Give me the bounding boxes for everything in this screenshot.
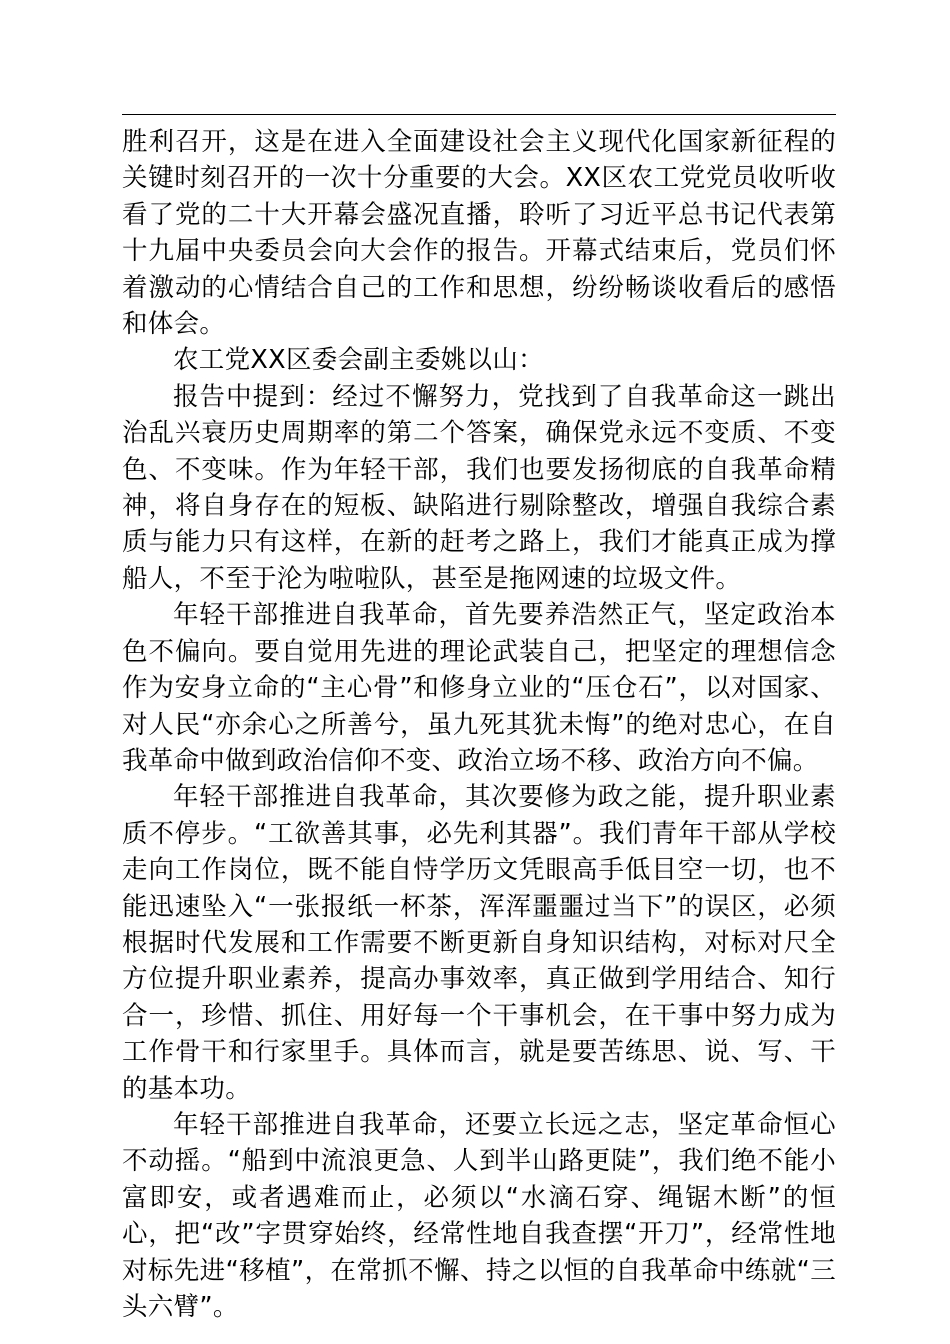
paragraph-continuation: 胜利召开，这是在进入全面建设社会主义现代化国家新征程的关键时刻召开的一次十分重要的大会。XX区农工党党员收听收看了党的二十大开幕会盛况直播，聆听了习近平总书记代表第十九届中央委员会向大会作的报告。开幕式结束后，党员们怀着激动的心情结合自己的工作和思想，纷纷畅谈收看后的感悟和体会。 (122, 127, 836, 340)
paragraph-third-point: 年轻干部推进自我革命，还要立长远之志，坚定革命恒心不动摇。“船到中流浪更急、人到半山路更陡”，我们绝不能小富即安，或者遇难而止，必须以“水滴石穿、绳锯木断”的恒心，把“改”字贯穿始终，经常性地自我查摆“开刀”，经常性地对标先进“移植”，在常抓不懈、持之以恒的自我革命中练就“三头六臂”。 (122, 1109, 836, 1322)
paragraph-first-point: 年轻干部推进自我革命，首先要养浩然正气，坚定政治本色不偏向。要自觉用先进的理论武装自己，把坚定的理想信念作为安身立命的“主心骨”和修身立业的“压仓石”，以对国家、对人民“亦余心之所善兮，虽九死其犹未悔”的绝对忠心，在自我革命中做到政治信仰不变、政治立场不移、政治方向不偏。 (122, 600, 836, 776)
speaker-heading: 农工党XX区委会副主委姚以山： (173, 345, 544, 376)
header-rule (122, 114, 836, 115)
document-body (122, 124, 836, 1325)
paragraph-second-point: 年轻干部推进自我革命，其次要修为政之能，提升职业素质不停步。“工欲善其事，必先利其器”。我们青年干部从学校走向工作岗位，既不能自恃学历文凭眼高手低目空一切，也不能迅速坠入“一张报纸一杯茶，浑浑噩噩过当下”的误区，必须根据时代发展和工作需要不断更新自身知识结构，对标对尺全方位提升职业素养，提高办事效率，真正做到学用结合、知行合一，珍惜、抓住、用好每一个干事机会，在干事中努力成为工作骨干和行家里手。具体而言，就是要苦练思、说、写、干的基本功。 (122, 782, 836, 1104)
paragraph-report-quote: 报告中提到：经过不懈努力，党找到了自我革命这一跳出治乱兴衰历史周期率的第二个答案，确保党永远不变质、不变色、不变味。作为年轻干部，我们也要发扬彻底的自我革命精神，将自身存在的短板、缺陷进行剔除整改，增强自我综合素质与能力只有这样，在新的赶考之路上，我们才能真正成为撑船人，不至于沦为啦啦队，甚至是拖网速的垃圾文件。 (122, 381, 836, 594)
